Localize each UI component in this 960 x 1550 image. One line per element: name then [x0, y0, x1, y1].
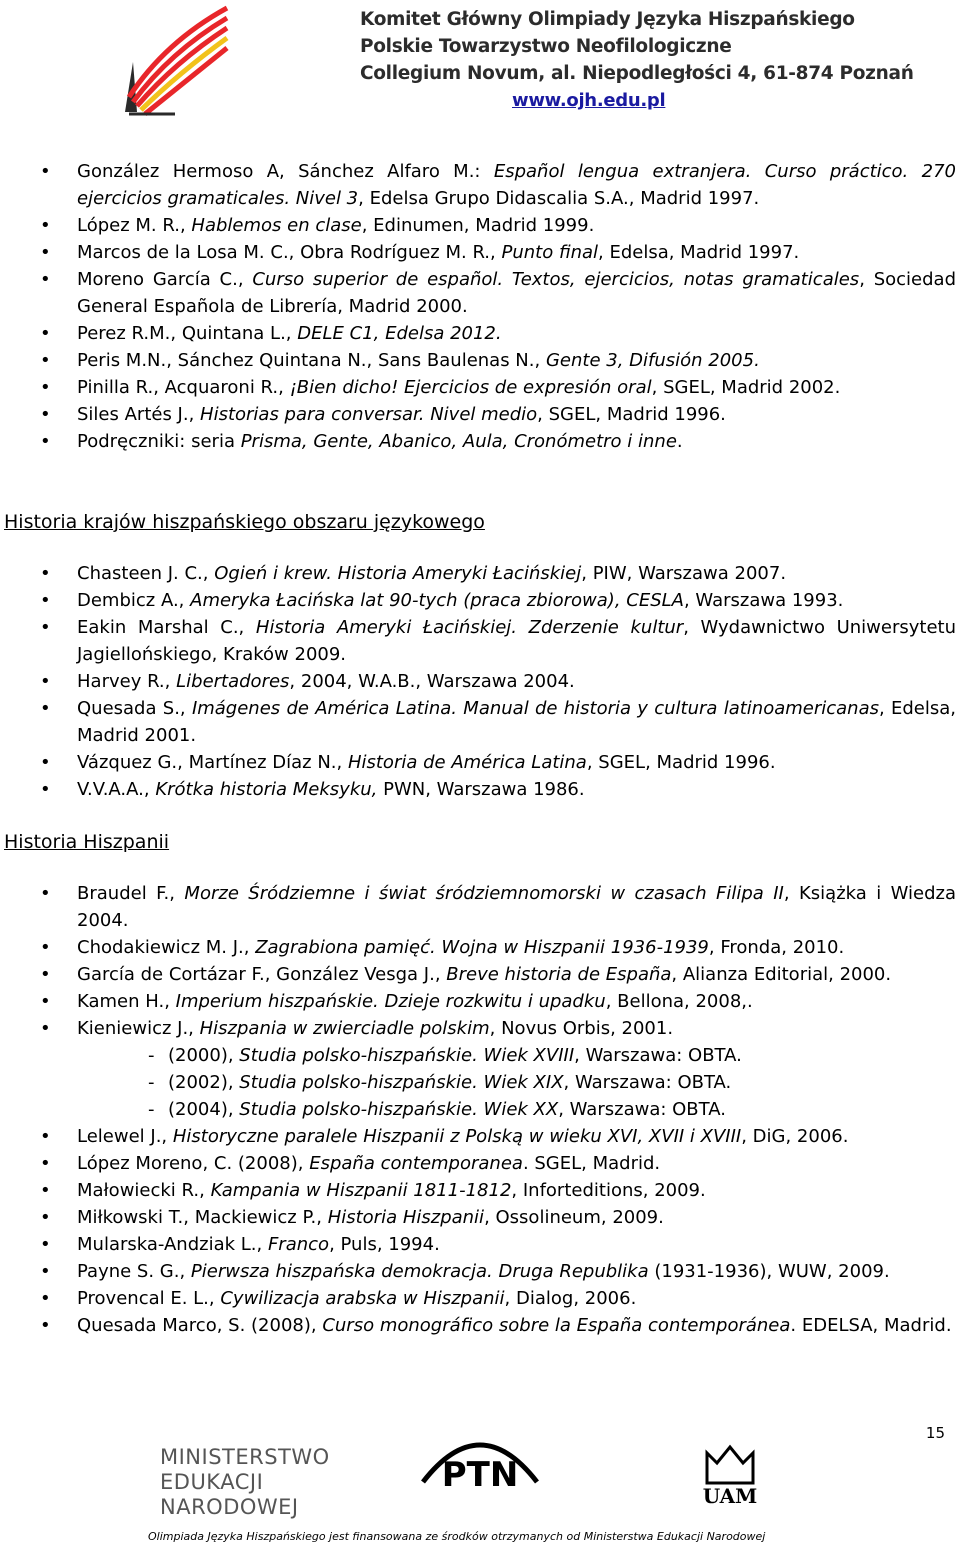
entry-author: Siles Artés J., [77, 404, 201, 425]
entry-title: Libertadores [176, 671, 290, 692]
entry-author: Moreno García C., [77, 269, 253, 290]
entry-author: López M. R., [77, 215, 192, 236]
entry-author: Lelewel J., [77, 1126, 173, 1147]
entry-publication: , DiG, 2006. [741, 1126, 849, 1147]
entry-title: Zagrabiona pamięć. Wojna w Hiszpanii 1936-1939 [255, 937, 709, 958]
entry-title: Pierwsza hiszpańska demokracja. Druga Republika [190, 1261, 649, 1282]
entry-author: Marcos de la Losa M. C., Obra Rodríguez M. R., [77, 242, 502, 263]
entry-author: Quesada S., [77, 698, 192, 719]
entry-publication: , Dialog, 2006. [504, 1288, 637, 1309]
entry-title: Krótka historia Meksyku, [155, 779, 378, 800]
entry-publication: , Warszawa: OBTA. [563, 1072, 732, 1093]
entry-title: Kampania w Hiszpanii 1811-1812 [210, 1180, 512, 1201]
entry-title: Cywilizacja arabska w Hiszpanii [220, 1288, 505, 1309]
bibliography-entry [0, 668, 960, 695]
bibliography-entry [0, 1231, 960, 1258]
entry-author: Dembicz A., [77, 590, 191, 611]
entry-title: Ogień i krew. Historia Ameryki Łacińskiej [214, 563, 582, 584]
entry-publication: , Warszawa: OBTA. [558, 1099, 726, 1120]
entry-author: Peris M.N., Sánchez Quintana N., Sans Baulenas N., [77, 350, 546, 371]
entry-title: ¡Bien dicho! Ejercicios de expresión oral [289, 377, 652, 398]
bibliography-list-spain [0, 880, 960, 1339]
svg-text:UAM: UAM [702, 1484, 758, 1508]
bibliography-entry [0, 1312, 960, 1339]
page-number: 15 [925, 1424, 945, 1442]
bibliography-entry [0, 934, 960, 961]
entry-title: Historias para conversar. Nivel medio [200, 404, 538, 425]
bibliography-entry [0, 1042, 960, 1069]
entry-title: Historyczne paralele Hiszpanii z Polską w wieku XVI, XVII i XVIII [172, 1126, 742, 1147]
organizer-line-3: Collegium Novum, al. Niepodległości 4, 61-874 Poznań [360, 63, 914, 84]
entry-publication: , Edinumen, Madrid 1999. [361, 215, 595, 236]
funding-note: Olimpiada Języka Hiszpańskiego jest finansowana ze środków otrzymanych od Ministerstwa Edukacji Narodowej [148, 1530, 766, 1543]
entry-publication: (1931-1936), WUW, 2009. [648, 1261, 890, 1282]
entry-publication: , SGEL, Madrid 1996. [586, 752, 776, 773]
document-body [0, 158, 960, 1339]
organizer-line-2: Polskie Towarzystwo Neofilologiczne [360, 36, 732, 57]
entry-title: Historia de América Latina [347, 752, 587, 773]
entry-author: (2000), [168, 1045, 240, 1066]
entry-author: Quesada Marco, S. (2008), [77, 1315, 323, 1336]
entry-author: (2002), [168, 1072, 240, 1093]
entry-author: Chasteen J. C., [77, 563, 215, 584]
entry-author: (2004), [168, 1099, 240, 1120]
entry-publication: , Edelsa, Madrid 1997. [598, 242, 800, 263]
entry-author: Małowiecki R., [77, 1180, 211, 1201]
entry-publication: , Fronda, 2010. [708, 937, 845, 958]
entry-title: Curso monográfico sobre la España contemporánea [322, 1315, 791, 1336]
bibliography-entry [0, 961, 960, 988]
ministry-logo: MINISTERSTWO EDUKACJI NARODOWEJ [160, 1445, 330, 1519]
entry-author: Podręczniki: seria [77, 431, 241, 452]
entry-publication: , Inforteditions, 2009. [511, 1180, 706, 1201]
ptn-logo-icon [415, 1418, 545, 1504]
entry-title: Studia polsko-hiszpańskie. Wiek XIX [239, 1072, 564, 1093]
entry-author: Payne S. G., [77, 1261, 191, 1282]
entry-author: Braudel F., [77, 883, 185, 904]
entry-publication: , Alianza Editorial, 2000. [671, 964, 892, 985]
entry-publication: , Edelsa, Madrid 2001. [77, 698, 956, 746]
bibliography-entry [0, 1150, 960, 1177]
bibliography-entry [0, 212, 960, 239]
bibliography-entry [0, 614, 960, 668]
bibliography-list-latin-america [0, 560, 960, 803]
entry-publication: . [676, 431, 683, 452]
entry-publication: , SGEL, Madrid 1996. [537, 404, 726, 425]
entry-publication: , Puls, 1994. [329, 1234, 440, 1255]
entry-title: Franco [267, 1234, 330, 1255]
entry-publication: , 2004, W.A.B., Warszawa 2004. [289, 671, 575, 692]
bibliography-entry [0, 428, 960, 455]
entry-publication: , Bellona, 2008,. [605, 991, 753, 1012]
entry-author: García de Cortázar F., González Vesga J., [77, 964, 447, 985]
page-header [0, 0, 960, 130]
bibliography-entry [0, 1204, 960, 1231]
bibliography-entry [0, 239, 960, 266]
organizer-line-1: Komitet Główny Olimpiady Języka Hiszpańskiego [360, 9, 855, 30]
bibliography-entry [0, 401, 960, 428]
entry-publication: . SGEL, Madrid. [522, 1153, 661, 1174]
bibliography-entry [0, 1123, 960, 1150]
entry-title: Imperium hiszpańskie. Dzieje rozkwitu i upadku [175, 991, 606, 1012]
svg-text:PTN: PTN [441, 1455, 519, 1495]
entry-title: Curso superior de español. Textos, ejercicios, notas gramaticales [252, 269, 860, 290]
entry-title: Studia polsko-hiszpańskie. Wiek XVIII [239, 1045, 575, 1066]
bibliography-entry [0, 158, 960, 212]
entry-title: Historia Hiszpanii [327, 1207, 485, 1228]
bibliography-entry [0, 1177, 960, 1204]
entry-publication: , SGEL, Madrid 2002. [651, 377, 841, 398]
entry-title: Imágenes de América Latina. Manual de historia y cultura latinoamericanas [191, 698, 879, 719]
entry-publication: , Sociedad General Española de Librería, Madrid 2000. [77, 269, 956, 317]
entry-publication: , Novus Orbis, 2001. [489, 1018, 674, 1039]
entry-publication: , Warszawa: OBTA. [574, 1045, 742, 1066]
entry-title: Español lengua extranjera. Curso práctico. 270 ejercicios gramaticales. Nivel 3 [77, 161, 956, 209]
entry-author: Kamen H., [77, 991, 176, 1012]
entry-title: Punto final [501, 242, 599, 263]
entry-publication: , Książka i Wiedza 2004. [77, 883, 956, 931]
entry-author: López Moreno, C. (2008), [77, 1153, 310, 1174]
entry-title: DELE C1, Edelsa 2012. [297, 323, 502, 344]
entry-author: Vázquez G., Martínez Díaz N., [77, 752, 348, 773]
bibliography-entry [0, 695, 960, 749]
bibliography-entry [0, 1258, 960, 1285]
bibliography-entry [0, 1096, 960, 1123]
entry-author: González Hermoso A, Sánchez Alfaro M.: [77, 161, 494, 182]
entry-publication: , Edelsa Grupo Didascalia S.A., Madrid 1997. [358, 188, 760, 209]
bibliography-entry [0, 1069, 960, 1096]
entry-title: Studia polsko-hiszpańskie. Wiek XX [239, 1099, 559, 1120]
entry-title: Breve historia de España [446, 964, 672, 985]
entry-title: Hablemos en clase [191, 215, 362, 236]
entry-title: Historia Ameryki Łacińskiej. Zderzenie kultur [255, 617, 684, 638]
entry-author: V.V.A.A., [77, 779, 156, 800]
olympiad-logo-icon [115, 2, 235, 122]
entry-publication: , Warszawa 1993. [683, 590, 844, 611]
entry-title: Gente 3, Difusión 2005. [545, 350, 760, 371]
bibliography-entry [0, 320, 960, 347]
bibliography-entry [0, 1285, 960, 1312]
entry-title: Ameryka Łacińska lat 90-tych (praca zbiorowa), CESLA [190, 590, 684, 611]
bibliography-entry [0, 749, 960, 776]
bibliography-entry [0, 374, 960, 401]
bibliography-entry [0, 266, 960, 320]
uam-logo-icon [695, 1443, 765, 1508]
section-heading-spain: Historia Hiszpanii [4, 831, 170, 853]
entry-author: Harvey R., [77, 671, 177, 692]
bibliography-entry [0, 587, 960, 614]
entry-title: España contemporanea [309, 1153, 523, 1174]
entry-publication: , Ossolineum, 2009. [484, 1207, 664, 1228]
entry-author: Miłkowski T., Mackiewicz P., [77, 1207, 328, 1228]
entry-title: Prisma, Gente, Abanico, Aula, Cronómetro i inne [240, 431, 677, 452]
entry-author: Perez R.M., Quintana L., [77, 323, 298, 344]
entry-publication: , PIW, Warszawa 2007. [581, 563, 787, 584]
entry-author: Pinilla R., Acquaroni R., [77, 377, 290, 398]
entry-title: Hiszpania w zwierciadle polskim [199, 1018, 490, 1039]
entry-author: Chodakiewicz M. J., [77, 937, 256, 958]
bibliography-entry [0, 988, 960, 1015]
bibliography-entry [0, 1015, 960, 1042]
entry-author: Mularska-Andziak L., [77, 1234, 268, 1255]
entry-author: Provencal E. L., [77, 1288, 221, 1309]
bibliography-list-textbooks [0, 158, 960, 455]
entry-publication: . EDELSA, Madrid. [790, 1315, 952, 1336]
entry-publication: , Wydawnictwo Uniwersytetu Jagiellońskiego, Kraków 2009. [77, 617, 956, 665]
entry-author: Eakin Marshal C., [77, 617, 256, 638]
bibliography-entry [0, 880, 960, 934]
entry-publication: PWN, Warszawa 1986. [377, 779, 585, 800]
organizer-info [360, 6, 914, 114]
bibliography-entry [0, 776, 960, 803]
entry-author: Kieniewicz J., [77, 1018, 200, 1039]
bibliography-entry [0, 347, 960, 374]
entry-title: Morze Śródziemne i świat śródziemnomorski w czasach Filipa II [184, 883, 784, 904]
bibliography-entry [0, 560, 960, 587]
website-link[interactable]: www.ojh.edu.pl [512, 90, 666, 111]
section-heading-latin-america: Historia krajów hiszpańskiego obszaru językowego [4, 511, 485, 533]
